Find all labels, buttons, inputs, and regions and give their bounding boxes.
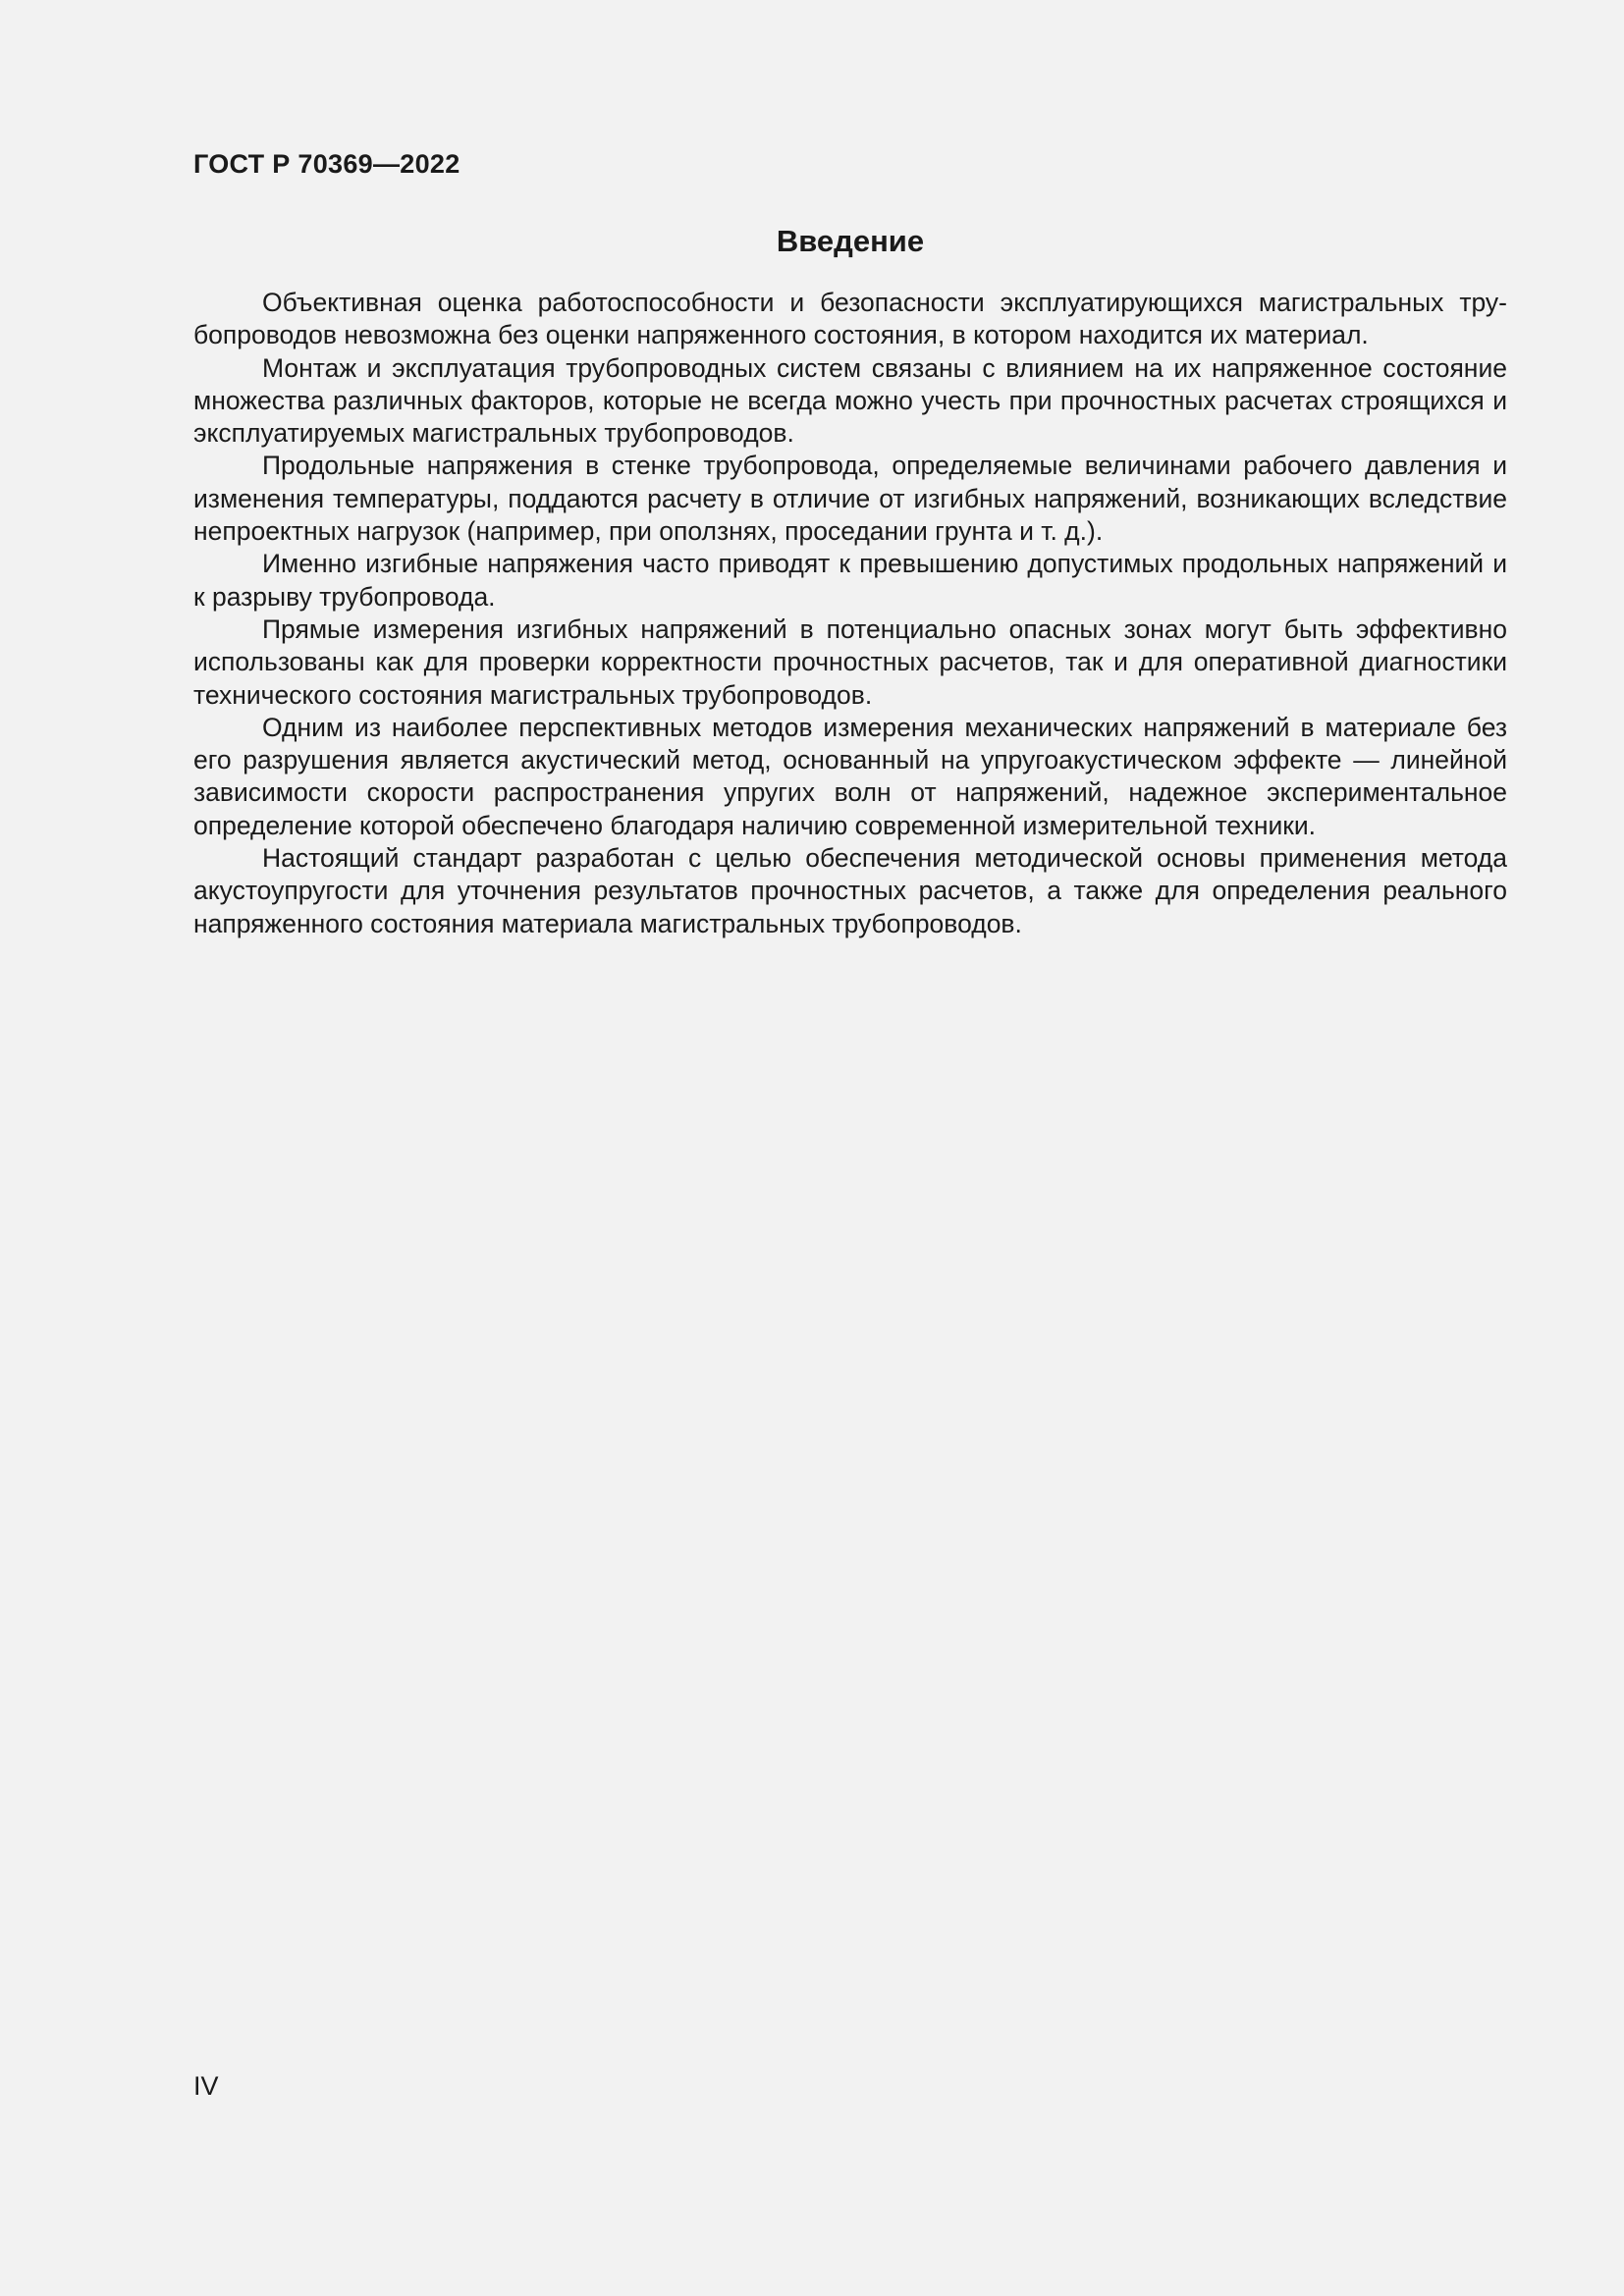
paragraph-7: Настоящий стандарт разработан с целью обеспечения методической основы применения метода акустоупругости для уточнения результатов прочностных расчетов, а также для определения реального напряженного состояния материала магистральных трубопроводов. — [193, 843, 1507, 938]
section-title: Введение — [776, 224, 925, 258]
paragraph-2: Монтаж и эксплуатация трубопроводных систем связаны с влиянием на их напряженное состояние множества различных факторов, которые не всегда можно учесть при прочностных расчетах строящихся и эксплуатируемых магистральных трубопроводов. — [193, 352, 1507, 449]
paragraph-5: Прямые измерения изгибных напряжений в потенциально опасных зонах могут быть эффективно использованы как для проверки корректности прочностных расчетов, так и для оперативной диагностики технического состояния магистральных трубопроводов. — [193, 614, 1507, 710]
paragraph-6: Одним из наиболее перспективных методов измерения механических напряжений в материале без его разрушения является акустический метод, основанный на упругоакустическом эффекте — линейной зависимости скорости распространения упругих волн от напряжений, надежное экспериментальное определение которой обеспечено благодаря наличию современной измерительной техники. — [193, 712, 1507, 840]
paragraph-4: Именно изгибные напряжения часто приводят к превышению допустимых продольных напряжений и к разрыву трубопровода. — [193, 549, 1507, 612]
paragraph-1: Объективная оценка работоспособности и безопасности эксплуатирующихся магистральных трубопроводов невозможна без оценки напряженного состояния, в котором находится их материал. — [193, 288, 1507, 350]
document-header: ГОСТ Р 70369—2022 — [193, 149, 460, 179]
page-number: IV — [193, 2071, 219, 2101]
paragraph-3: Продольные напряжения в стенке трубопровода, определяемые величинами рабочего давления и изменения температуры, поддаются расчету в отличие от изгибных напряжений, возникающих вследствие непроектных нагрузок (например, при оползнях, проседании грунта и т. д.). — [193, 451, 1507, 547]
introduction-body — [193, 287, 1507, 940]
